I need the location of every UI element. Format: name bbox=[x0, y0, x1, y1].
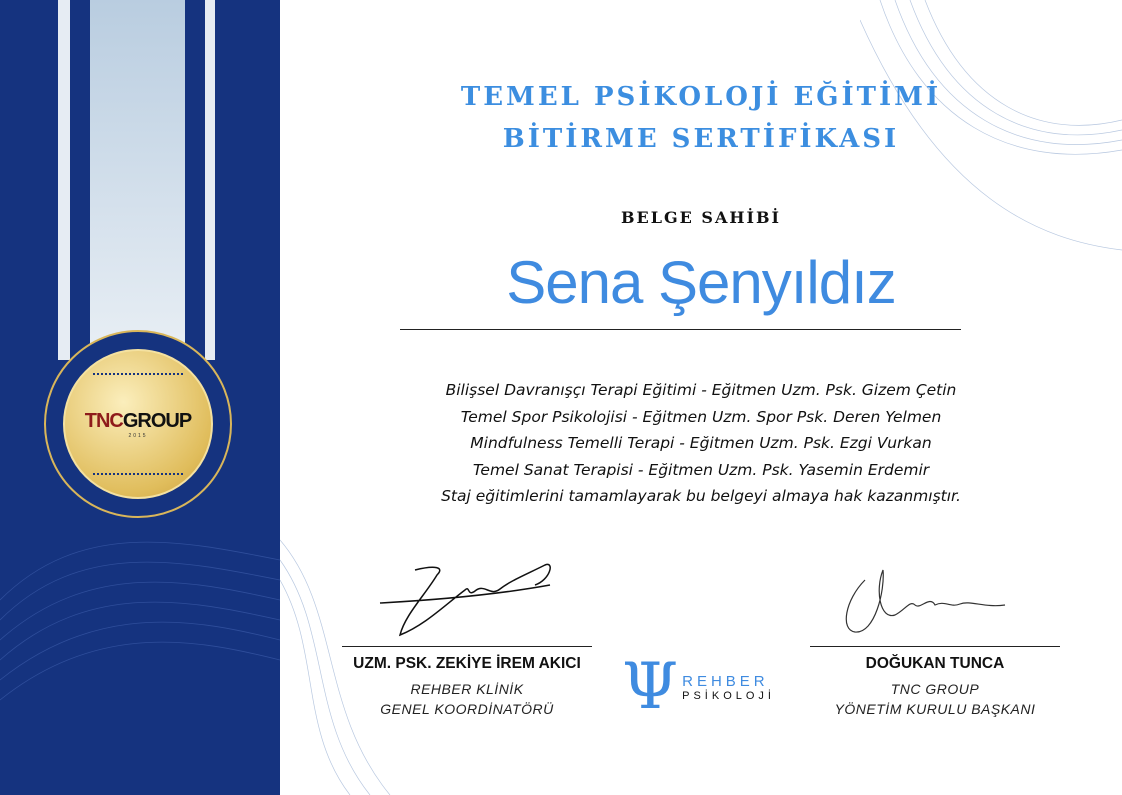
left-decorative-panel bbox=[0, 0, 280, 795]
signature-block-right: DOĞUKAN TUNCA TNC GROUP YÖNETİM KURULU BAŞKANI bbox=[810, 646, 1060, 719]
holder-name: Sena Şenyıldız bbox=[506, 249, 896, 316]
holder-label: BELGE SAHİBİ bbox=[621, 208, 781, 227]
tnc-group-medal bbox=[44, 330, 232, 518]
signature-left bbox=[375, 555, 560, 645]
psi-icon: Ψ bbox=[622, 650, 679, 724]
certificate-title: TEMEL PSİKOLOJİ EĞİTİMİ BİTİRME SERTİFİKASI bbox=[460, 82, 942, 154]
name-underline bbox=[400, 329, 961, 330]
tnc-group-logo: TNCGROUP bbox=[84, 409, 192, 432]
rehber-psikoloji-logo: Ψ REHBER PSİKOLOJİ bbox=[622, 650, 775, 724]
medal-year: 2015 bbox=[128, 432, 148, 439]
signature-block-left: UZM. PSK. ZEKİYE İREM AKICI REHBER KLİNİK GENEL KOORDİNATÖRÜ bbox=[342, 646, 592, 719]
certificate-body: Bilişsel Davranışçı Terapi Eğitimi - Eğitmen Uzm. Psk. Gizem Çetin Temel Spor Psikolojisi - Eğitmen Uzm. Spor Psk. Deren Yelmen Mindfulness Temelli Terapi - Eğitmen Uzm. Psk. Ezgi Vurkan Temel Sanat Terapisi - Eğitmen Uzm. Psk. Yasemin Erdemir Staj eğitimlerini tamamlayarak bu belgeyi almaya hak kazanmıştır. bbox=[441, 381, 961, 505]
signature-right bbox=[835, 560, 1015, 640]
